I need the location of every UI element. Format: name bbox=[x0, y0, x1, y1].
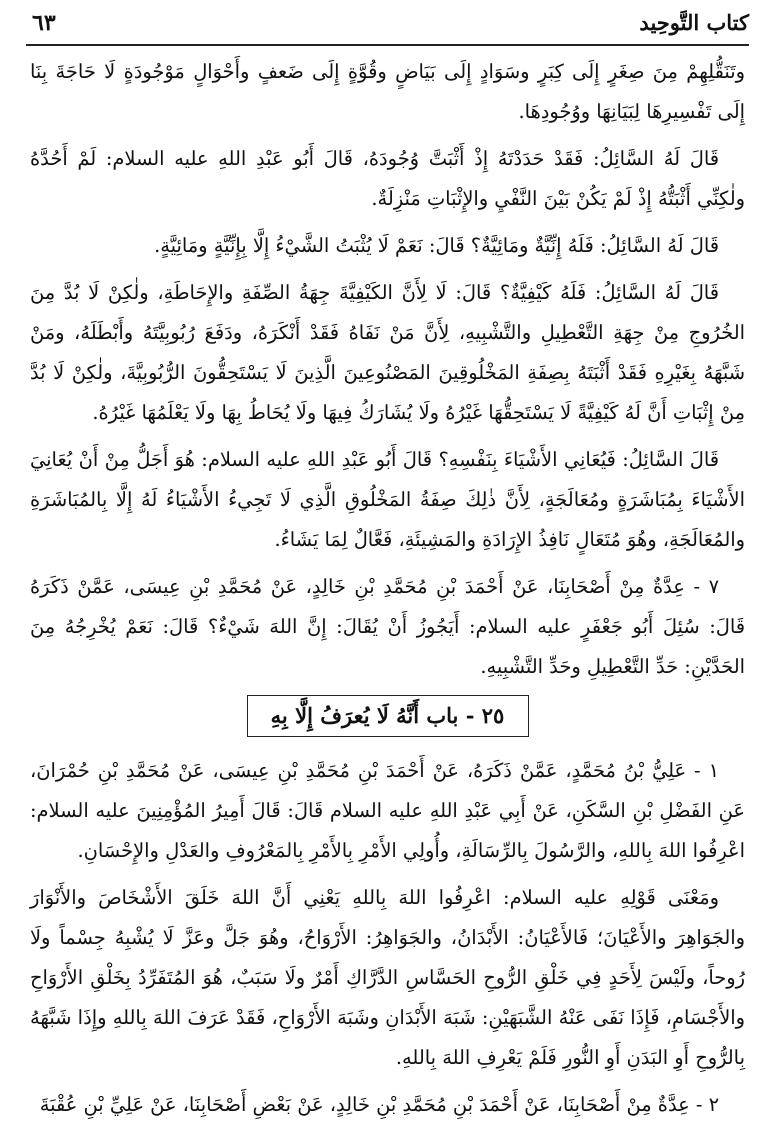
paragraph: قَالَ لَهُ السَّائِلُ: فَلَهُ إِنِّيَّةٌ ومَائِيَّةٌ؟ قَالَ: نَعَمْ لَا يُثْبَتُ الشَّيْءُ إِلَّا بِإِنِّيَّةٍ ومَائِيَّةٍ. bbox=[154, 234, 719, 257]
book-title: كتاب التَّوحِيد bbox=[639, 10, 749, 35]
chapter-heading-wrap bbox=[30, 695, 745, 737]
paragraph: قَالَ السَّائِلُ: فَيُعَانِي الأَشْيَاءَ بِنَفْسِهِ؟ قَالَ أَبُو عَبْدِ اللهِ عليه السلام: هُوَ أَجَلُّ مِنْ أَنْ يُعَانِيَ الأَشْيَاءَ بِمُبَاشَرَةٍ ومُعَالَجَةٍ، لِأَنَّ ذٰلِكَ صِفَةُ المَخْلُوقِ الَّذِي لَا تَجِيءُ الأَشْيَاءُ لَهُ إِلَّا بِالمُبَاشَرَةِ والمُعَالَجَةِ، وهُوَ مُتَعَالٍ نَافِذُ الإِرَادَةِ والمَشِيئَةِ، فَعَّالٌ لِمَا يَشَاءُ. bbox=[30, 448, 745, 551]
paragraph: ١ - عَلِيُّ بْنُ مُحَمَّدٍ، عَمَّنْ ذَكَرَهُ، عَنْ أَحْمَدَ بْنِ مُحَمَّدِ بْنِ عِيسَى، عَنْ مُحَمَّدِ بْنِ حُمْرَانَ، عَنِ الفَضْلِ بْنِ السَّكَنِ، عَنْ أَبِي عَبْدِ اللهِ عليه السلام قَالَ: قَالَ أَمِيرُ المُؤْمِنِينَ عليه السلام: اعْرِفُوا اللهَ بِاللهِ، والرَّسُولَ بِالرِّسَالَةِ، وأُولِي الأَمْرِ بِالأَمْرِ بِالمَعْرُوفِ والعَدْلِ والإِحْسَانِ. bbox=[30, 759, 745, 862]
paragraph: وتَنَقُّلِهِمْ مِنَ صِغَرٍ إِلَى كِبَرٍ وسَوَادٍ إِلَى بَيَاضٍ وقُوَّةٍ إِلَى ضَعفٍ وأَحْوَالٍ مَوْجُودَةٍ لَا حَاجَةَ بِنَا إِلَى تَفْسِيرِهَا لِبَيَانِهَا ووُجُودِهَا. bbox=[30, 60, 745, 123]
paragraph: ومَعْنَى قَوْلِهِ عليه السلام: اعْرِفُوا اللهَ بِاللهِ يَعْنِي أَنَّ اللهَ خَلَقَ الأَشْخَاصَ والأَنْوَارَ والجَوَاهِرَ والأَعْيَانَ؛ فَالأَعْيَانُ: الأَبْدَانُ، والجَوَاهِرُ: الأَرْوَاحُ، وهُوَ جَلَّ وعَزَّ لَا يُشْبِهُ جِسْماً ولَا رُوحاً، ولَيْسَ لِأَحَدٍ فِي خَلْقِ الرُّوحِ الحَسَّاسِ الدَّرَّاكِ أَمْرٌ ولَا سَبَبٌ، هُوَ المُتَفَرِّدُ بِخَلْقِ الأَرْوَاحِ والأَجْسَامِ، فَإِذَا نَفَى عَنْهُ الشَّبَهَيْنِ: شَبَهَ الأَبْدَانِ وشَبَهَ الأَرْوَاحِ، فَقَدْ عَرَفَ اللهَ بِاللهِ وإِذَا شَبَّهَهُ بِالرُّوحِ أَوِ البَدَنِ أَوِ النُّورِ فَلَمْ يَعْرِفِ اللهَ بِاللهِ. bbox=[30, 886, 745, 1069]
chapter-heading: ٢٥ - باب أَنَّهُ لَا يُعرَفُ إِلَّا بِهِ bbox=[247, 695, 529, 737]
page-header bbox=[26, 8, 749, 46]
page-number: ٦٣ bbox=[32, 10, 56, 36]
page-body bbox=[30, 52, 745, 1132]
paragraph: ٧ - عِدَّةٌ مِنْ أَصْحَابِنَا، عَنْ أَحْمَدَ بْنِ مُحَمَّدِ بْنِ خَالِدٍ، عَنْ مُحَمَّدِ بْنِ عِيسَى، عَمَّنْ ذَكَرَهُ قَالَ: سُئِلَ أَبُو جَعْفَرٍ عليه السلام: أَيَجُوزُ أَنْ يُقَالَ: إِنَّ اللهَ شَيْءٌ؟ قَالَ: نَعَمْ يُخْرِجُهُ مِنَ الحَدَّيْنِ: حَدِّ التَّعْطِيلِ وحَدِّ التَّشْبِيهِ. bbox=[30, 575, 745, 678]
paragraph: قَالَ لَهُ السَّائِلُ: فَقَدْ حَدَدْتَهُ إِذْ أَثْبَتَّ وُجُودَهُ، قَالَ أَبُو عَبْدِ اللهِ عليه السلام: لَمْ أَحُدَّهُ ولٰكِنِّي أَثْبَتُّهُ إِذْ لَمْ يَكُنْ بَيْنَ النَّفْيِ والإِثْبَاتِ مَنْزِلَةٌ. bbox=[30, 147, 745, 210]
paragraph: ٢ - عِدَّةٌ مِنْ أَصْحَابِنَا، عَنْ أَحْمَدَ بْنِ مُحَمَّدِ بْنِ خَالِدٍ، عَنْ بَعْضِ أَصْحَابِنَا، عَنْ عَلِيِّ بْنِ عُقْبَةَ bbox=[39, 1093, 719, 1116]
paragraph: قَالَ لَهُ السَّائِلُ: فَلَهُ كَيْفِيَّةٌ؟ قَالَ: لَا لِأَنَّ الكَيْفِيَّةَ جِهَةُ الصِّفَةِ والإِحَاطَةِ، ولٰكِنْ لَا بُدَّ مِنَ الخُرُوجِ مِنْ جِهَةِ التَّعْطِيلِ والتَّشْبِيهِ، لِأَنَّ مَنْ نَفَاهُ فَقَدْ أَنْكَرَهُ، ودَفَعَ رُبُوبِيَّتَهُ وأَبْطَلَهُ، ومَنْ شَبَّهَهُ بِغَيْرِهِ فَقَدْ أَثْبَتَهُ بِصِفَةِ المَخْلُوقِينَ المَصْنُوعِينَ الَّذِينَ لَا يَسْتَحِقُّونَ الرُّبُوبِيَّةَ، ولٰكِنْ لَا بُدَّ مِنْ إِثْبَاتِ أَنَّ لَهُ كَيْفِيَّةً لَا يَسْتَحِقُّهَا غَيْرُهُ ولَا يُشَارَكُ فِيهَا ولَا يُحَاطُ بِهَا ولَا يَعْلَمُهَا غَيْرُهُ. bbox=[30, 281, 745, 424]
